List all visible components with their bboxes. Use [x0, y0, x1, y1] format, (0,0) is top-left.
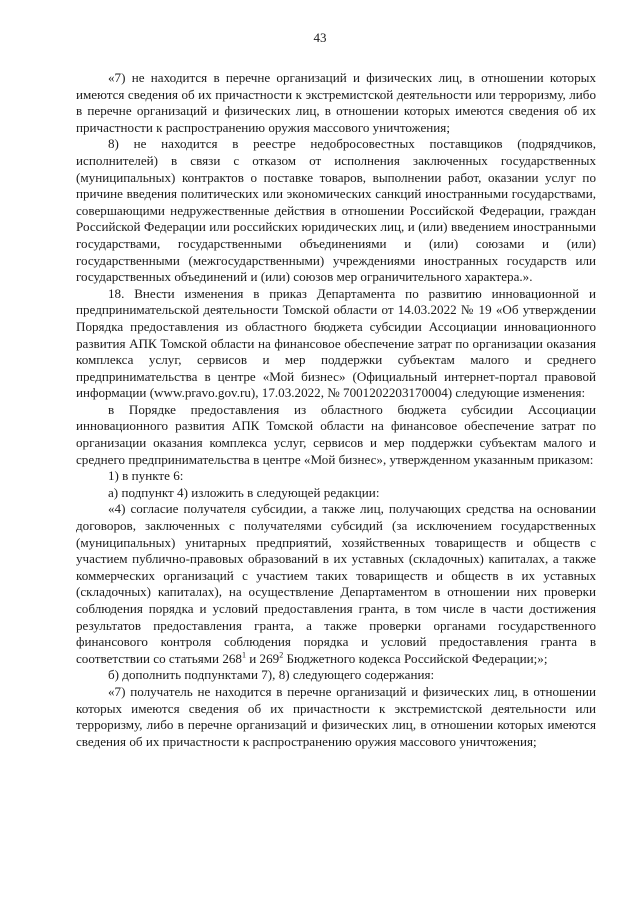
item-4-text-end: Бюджетного кодекса Российской Федерации;»;: [283, 650, 548, 666]
paragraph-subpoint-b: б) дополнить подпунктами 7), 8) следующего содержания:: [108, 667, 435, 683]
paragraph-section-18: 18. Внести изменения в приказ Департамента по развитию инновационной и предпринимательской деятельности Томской области от 14.03.2022 № 19 «Об утверждении Порядка предоставления из областного бюджета субсидии Ассоциации инновационного развития АПК Томской области на финансовое обеспечение затрат по организации оказания комплекса услуг, сервисов и мер поддержки субъектам малого и среднего предпринимательства в центре «Мой бизнес» (Официальный интернет-портал правовой информации (www.pravo.gov.ru), 17.03.2022, № 7001202203170004) следующие изменения:: [76, 285, 596, 401]
item-4-text: «4) согласие получателя субсидии, а также лиц, получающих средства на основании договоров, заключенных с получателями субсидий (за исключением государственных (муниципальных) унитарных предприятий, хозяйственных товариществ и обществ с участием публично-правовых образований в их уставных (складочных) капиталах, а также коммерческих организаций с участием таких товариществ и обществ в их уставных (складочных) капиталах), на осуществление Департаментом в отношении них проверки соблюдения порядка и условий предоставления гранта, в том числе в части достижения результатов предоставления гранта, а также проверки органами государственного финансового контроля соблюдения порядка и условий предоставления гранта в соответствии со статьями 268: [76, 501, 596, 666]
article-superscript-1: 1: [241, 650, 246, 660]
paragraph-subpoint-a: а) подпункт 4) изложить в следующей редакции:: [108, 484, 380, 500]
page-number: 43: [313, 30, 327, 45]
document-body: [76, 70, 596, 750]
paragraph-new-item-7: «7) получатель не находится в перечне организаций и физических лиц, в отношении которых имеются сведения об их причастности к экстремистской деятельности или терроризму, либо в перечне организаций и физических лиц, в отношении которых имеются сведения об их причастности к распространению оружия массового уничтожения;: [76, 683, 596, 749]
paragraph-point-6: 1) в пункте 6:: [108, 468, 184, 484]
item-4-text-middle: и 269: [245, 650, 280, 666]
paragraph-item-8-registry: 8) не находится в реестре недобросовестных поставщиков (подрядчиков, исполнителей) в связи с отказом от исполнения заключенных государственных (муниципальных) контрактов о поставке товаров, выполнении работ, оказании услуг по причине введения политических или экономических санкций иностранными государствами, совершающими недружественные действия в отношении Российской Федерации, граждан Российской Федерации или российских юридических лиц, и (или) введением иностранными государствами, государственными объединениями и (или) союзами и (или) государственными (межгосударственными) учреждениями иностранных государств или государственных объединений и (или) союзов мер ограничительного характера.».: [76, 136, 596, 285]
paragraph-procedure-intro: в Порядке предоставления из областного бюджета субсидии Ассоциации инновационного развития АПК Томской области на финансовое обеспечение затрат по организации оказания комплекса услуг, сервисов и мер поддержки субъектам малого и среднего предпринимательства в центре «Мой бизнес», утвержденном указанным приказом:: [76, 401, 596, 467]
paragraph-item-4-consent: [76, 501, 596, 667]
article-superscript-2: 2: [279, 650, 284, 660]
paragraph-item-7-extremism: «7) не находится в перечне организаций и физических лиц, в отношении которых имеются сведения об их причастности к экстремистской деятельности или терроризму, либо в перечне организаций и физических лиц, в отношении которых имеются сведения об их причастности к распространению оружия массового уничтожения;: [76, 70, 596, 135]
